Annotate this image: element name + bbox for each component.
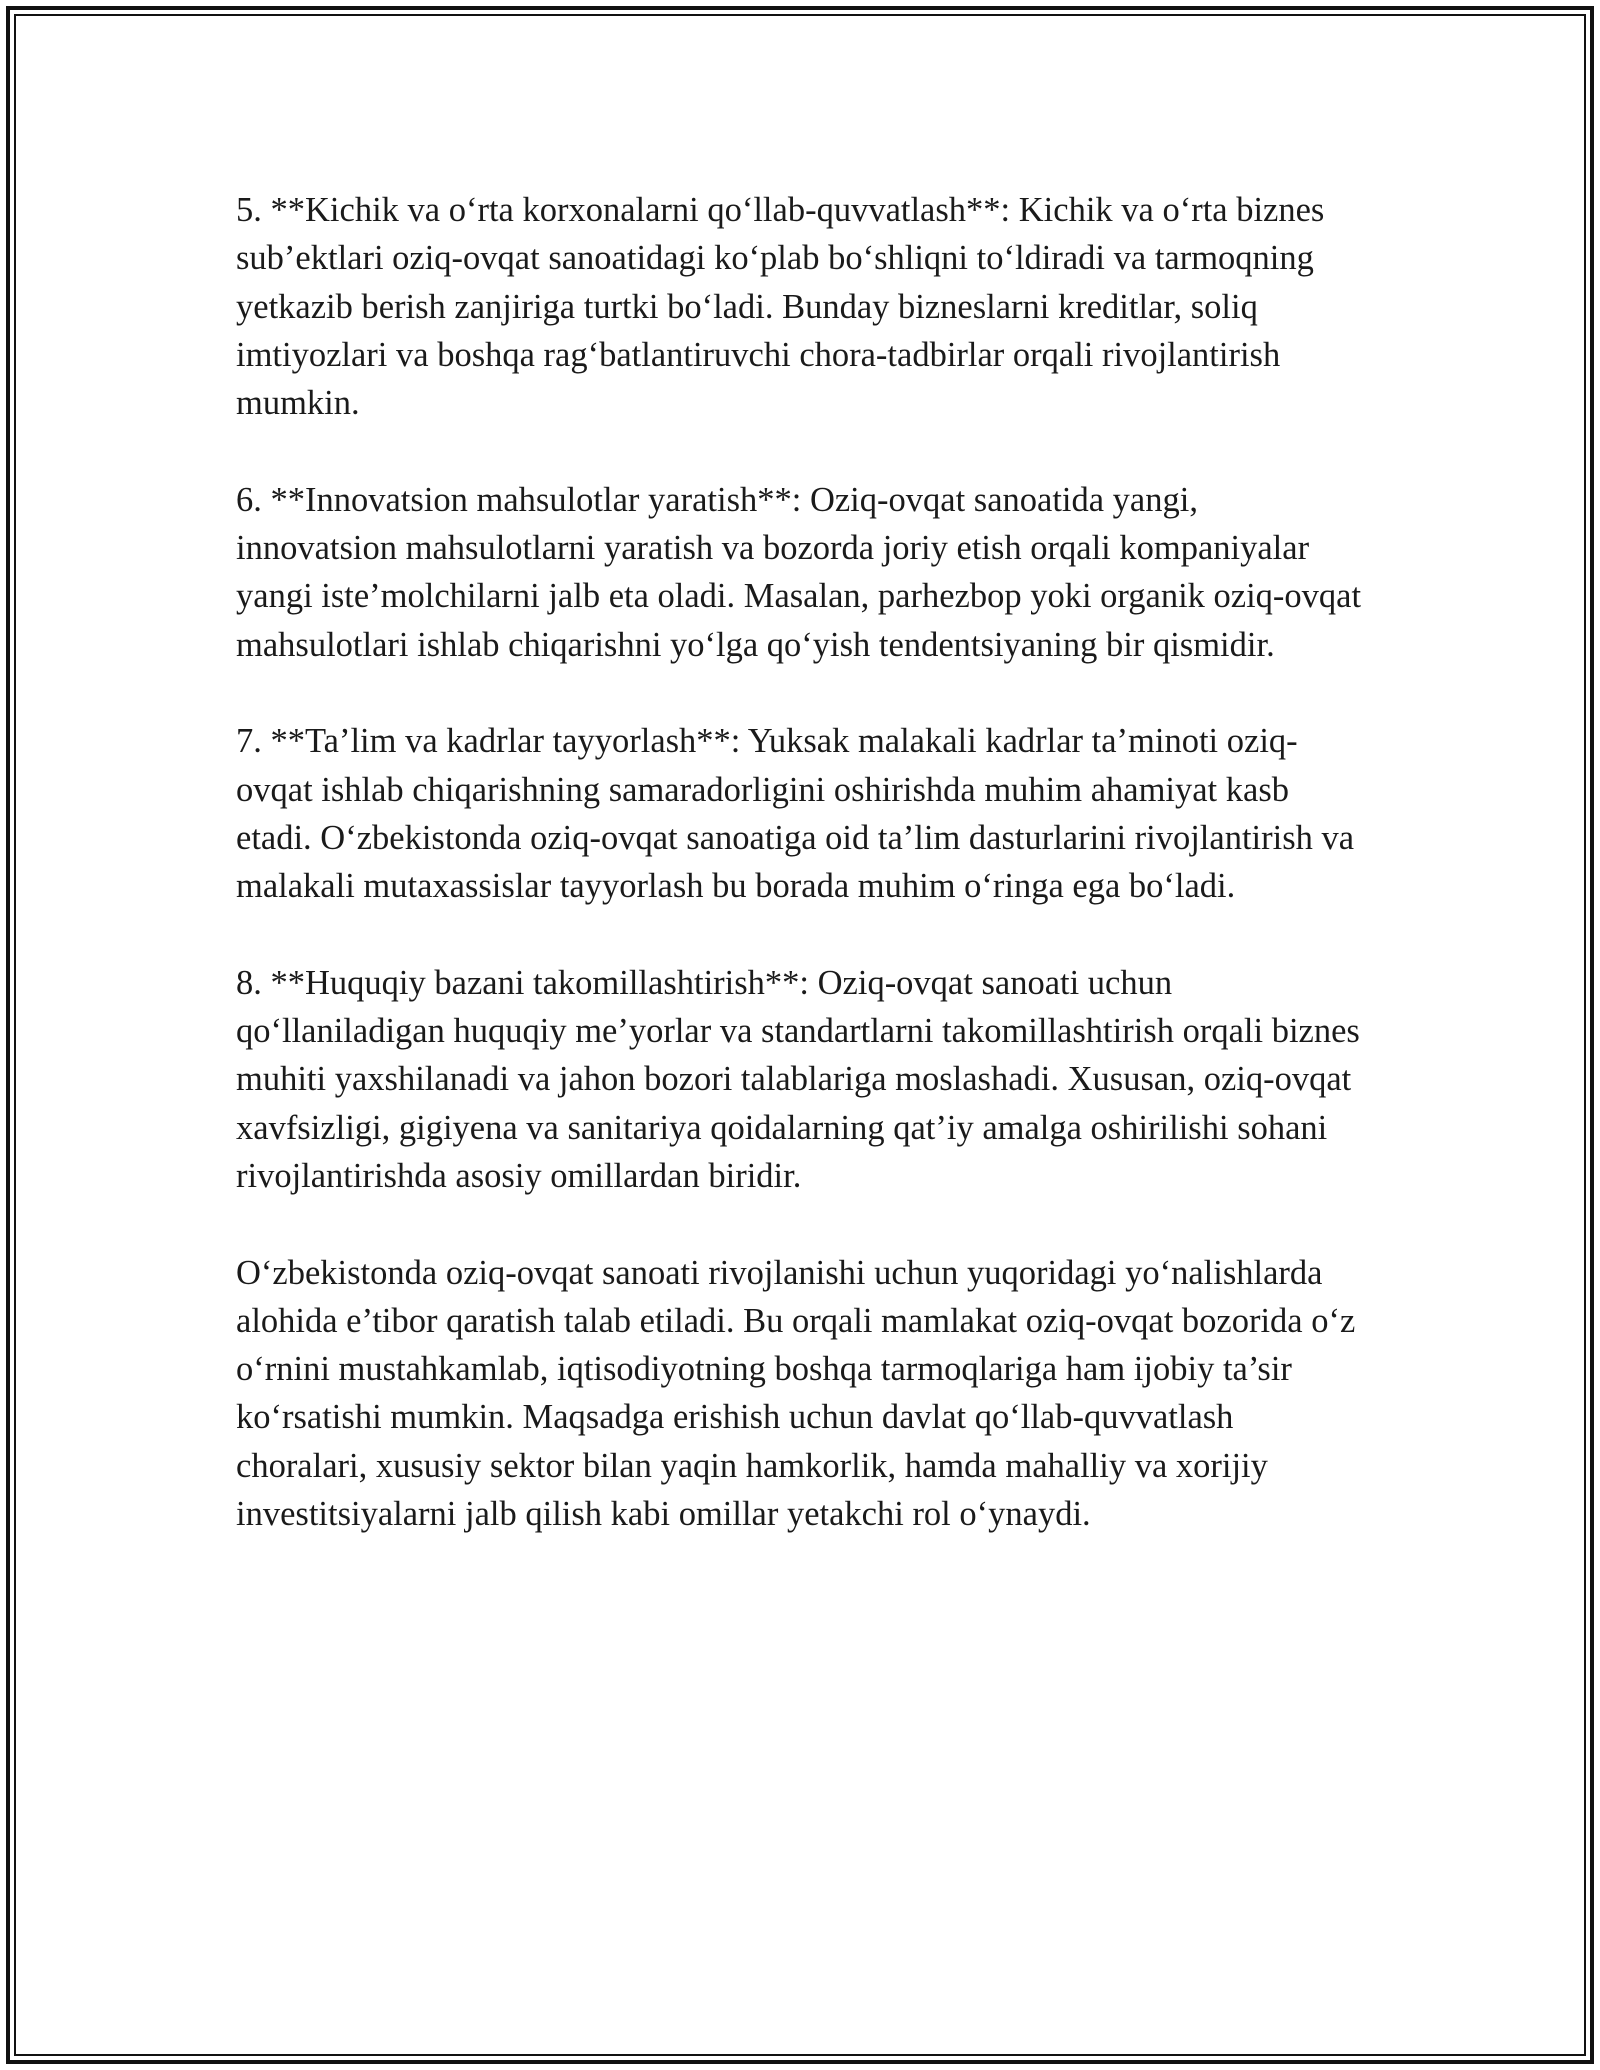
paragraph-item-5: 5. **Kichik va o‘rta korxonalarni qo‘llab-quvvatlash**: Kichik va o‘rta biznes sub’ektlari oziq-ovqat sanoatidagi ko‘plab bo‘shliqni to‘ldiradi va tarmoqning yetkazib berish zanjiriga turtki bo‘ladi. Bunday bizneslarni kreditlar, soliq imtiyozlari va boshqa rag‘batlantiruvchi chora-tadbirlar orqali rivojlantirish mumkin. (236, 191, 1325, 423)
document-body (236, 186, 1366, 1538)
paragraph-item-7: 7. **Ta’lim va kadrlar tayyorlash**: Yuksak malakali kadrlar ta’minoti oziq-ovqat ishlab chiqarishning samaradorligini oshirishda muhim ahamiyat kasb etadi. O‘zbekistonda oziq-ovqat sanoatiga oid ta’lim dasturlarini rivojlantirish va malakali mutaxassislar tayyorlash bu borada muhim o‘ringa ega bo‘ladi. (236, 722, 1355, 906)
paragraph-item-8: 8. **Huquqiy bazani takomillashtirish**: Oziq-ovqat sanoati uchun qo‘llaniladigan huquqiy me’yorlar va standartlarni takomillashtirish orqali biznes muhiti yaxshilanadi va jahon bozori talablariga moslashadi. Xususan, oziq-ovqat xavfsizligi, gigiyena va sanitariya qoidalarning qat’iy amalga oshirilishi sohani rivojlantirishda asosiy omillardan biridir. (236, 963, 1360, 1195)
paragraph-conclusion: O‘zbekistonda oziq-ovqat sanoati rivojlanishi uchun yuqoridagi yo‘nalishlarda alohida e’tibor qaratish talab etiladi. Bu orqali mamlakat oziq-ovqat bozorida o‘z o‘rnini mustahkamlab, iqtisodiyotning boshqa tarmoqlariga ham ijobiy ta’sir ko‘rsatishi mumkin. Maqsadga erishish uchun davlat qo‘llab-quvvatlash choralari, xususiy sektor bilan yaqin hamkorlik, hamda mahalliy va xorijiy investitsiyalarni jalb qilish kabi omillar yetakchi rol o‘ynaydi. (236, 1253, 1356, 1534)
paragraph-item-6: 6. **Innovatsion mahsulotlar yaratish**: Oziq-ovqat sanoatida yangi, innovatsion mahsulotlarni yaratish va bozorda joriy etish orqali kompaniyalar yangi iste’molchilarni jalb eta oladi. Masalan, parhezbop yoki organik oziq-ovqat mahsulotlari ishlab chiqarishni yo‘lga qo‘yish tendentsiyaning bir qismidir. (236, 480, 1362, 664)
